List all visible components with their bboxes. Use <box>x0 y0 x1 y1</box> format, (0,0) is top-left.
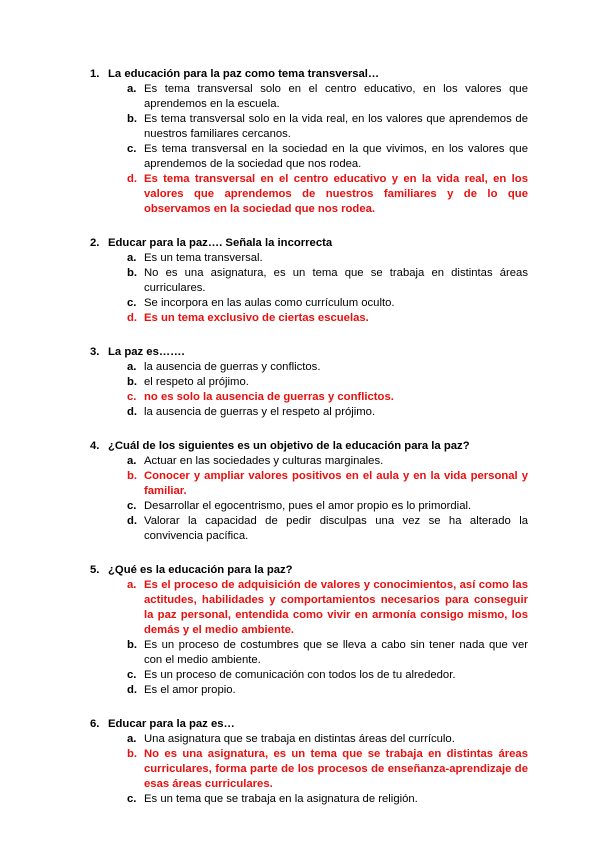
option-letter: d. <box>127 515 138 527</box>
option-d <box>127 683 528 698</box>
option-b <box>127 112 528 142</box>
option-text: No es una asignatura, es un tema que se trabaja en distintas áreas curriculares, forma parte de los procesos de enseñanza-aprendizaje de esas áreas curriculares. <box>144 748 528 790</box>
option-letter: b. <box>127 113 138 125</box>
option-text: el respeto al prójimo. <box>144 376 249 388</box>
question-header <box>90 563 528 578</box>
option-a <box>127 454 528 469</box>
option-text: Es un proceso de comunicación con todos los de tu alrededor. <box>144 669 456 681</box>
option-letter: b. <box>127 748 138 760</box>
question-number: 2. <box>90 237 100 249</box>
option-b-correct <box>127 469 528 499</box>
option-text: Es tema transversal solo en la vida real, en los valores que aprendemos de nuestros familiares cercanos. <box>144 113 528 140</box>
question-text: La educación para la paz como tema transversal… <box>108 68 380 80</box>
option-letter: a. <box>127 252 137 264</box>
option-text: Es un tema transversal. <box>144 252 263 264</box>
option-c <box>127 668 528 683</box>
option-letter: a. <box>127 455 137 467</box>
question-header <box>90 345 528 360</box>
option-text: Valorar la capacidad de pedir disculpas una vez se ha alterado la convivencia pacífica. <box>144 515 528 542</box>
option-letter: a. <box>127 83 137 95</box>
options-list <box>90 732 528 807</box>
option-letter: b. <box>127 470 138 482</box>
options-list <box>90 360 528 420</box>
option-letter: d. <box>127 173 138 185</box>
option-b <box>127 375 528 390</box>
option-letter: b. <box>127 267 138 279</box>
option-letter: c. <box>127 391 137 403</box>
option-a <box>127 82 528 112</box>
option-text: la ausencia de guerras y el respeto al prójimo. <box>144 406 376 418</box>
option-c <box>127 792 528 807</box>
option-letter: c. <box>127 669 137 681</box>
option-letter: c. <box>127 143 137 155</box>
option-text: Es tema transversal en el centro educativo y en la vida real, en los valores que aprendemos de nuestros familiares y de lo que observamos en la sociedad que nos rodea. <box>144 173 528 215</box>
question-number: 1. <box>90 68 100 80</box>
option-d <box>127 514 528 544</box>
question-5 <box>90 563 528 698</box>
option-b <box>127 266 528 296</box>
option-letter: b. <box>127 639 138 651</box>
option-a <box>127 360 528 375</box>
question-3 <box>90 345 528 420</box>
option-letter: b. <box>127 376 138 388</box>
question-6 <box>90 717 528 807</box>
option-a <box>127 732 528 747</box>
option-letter: a. <box>127 579 137 591</box>
question-header <box>90 67 528 82</box>
option-text: Se incorpora en las aulas como currículum oculto. <box>144 297 395 309</box>
option-d-correct <box>127 311 528 326</box>
option-text: Es un tema que se trabaja en la asignatura de religión. <box>144 793 418 805</box>
option-c <box>127 499 528 514</box>
option-text: Es el proceso de adquisición de valores y conocimientos, así como las actitudes, habilidades y comportamientos necesarios para conseguir la paz personal, entendida como vivir en armonía consigo mismo, los demás y el medio ambiente. <box>144 579 528 636</box>
option-letter: c. <box>127 500 137 512</box>
question-header <box>90 236 528 251</box>
option-text: Es un tema exclusivo de ciertas escuelas. <box>144 312 369 324</box>
option-letter: d. <box>127 312 138 324</box>
options-list <box>90 454 528 544</box>
question-number: 3. <box>90 346 100 358</box>
options-list <box>90 578 528 698</box>
question-4 <box>90 439 528 544</box>
option-d <box>127 405 528 420</box>
option-text: No es una asignatura, es un tema que se trabaja en distintas áreas curriculares. <box>144 267 528 294</box>
question-text: ¿Qué es la educación para la paz? <box>108 564 293 576</box>
option-letter: a. <box>127 361 137 373</box>
question-header <box>90 717 528 732</box>
option-c-correct <box>127 390 528 405</box>
option-d-correct <box>127 172 528 217</box>
option-text: Actuar en las sociedades y culturas marginales. <box>144 455 384 467</box>
option-text: Es tema transversal solo en el centro educativo, en los valores que aprendemos en la escuela. <box>144 83 528 110</box>
question-header <box>90 439 528 454</box>
option-text: Conocer y ampliar valores positivos en el aula y en la vida personal y familiar. <box>144 470 528 497</box>
option-text: Es tema transversal en la sociedad en la que vivimos, en los valores que aprendemos de la sociedad que nos rodea. <box>144 143 528 170</box>
question-text: Educar para la paz…. Señala la incorrecta <box>108 237 333 249</box>
option-b <box>127 638 528 668</box>
option-a <box>127 251 528 266</box>
options-list <box>90 82 528 217</box>
option-letter: d. <box>127 406 138 418</box>
option-c <box>127 296 528 311</box>
question-number: 6. <box>90 718 100 730</box>
question-text: Educar para la paz es… <box>108 718 235 730</box>
option-text: Es un proceso de costumbres que se lleva a cabo sin tener nada que ver con el medio ambiente. <box>144 639 528 666</box>
option-text: Una asignatura que se trabaja en distintas áreas del currículo. <box>144 733 455 745</box>
options-list <box>90 251 528 326</box>
option-text: no es solo la ausencia de guerras y conflictos. <box>144 391 394 403</box>
option-c <box>127 142 528 172</box>
option-text: Es el amor propio. <box>144 684 236 696</box>
question-text: ¿Cuál de los siguientes es un objetivo de la educación para la paz? <box>108 440 470 452</box>
question-2 <box>90 236 528 326</box>
option-text: la ausencia de guerras y conflictos. <box>144 361 321 373</box>
option-letter: a. <box>127 733 137 745</box>
question-number: 5. <box>90 564 100 576</box>
option-letter: c. <box>127 297 137 309</box>
option-b-correct <box>127 747 528 792</box>
question-1 <box>90 67 528 217</box>
question-text: La paz es……. <box>108 346 185 358</box>
question-number: 4. <box>90 440 100 452</box>
option-a-correct <box>127 578 528 638</box>
option-letter: c. <box>127 793 137 805</box>
option-text: Desarrollar el egocentrismo, pues el amor propio es lo primordial. <box>144 500 472 512</box>
option-letter: d. <box>127 684 138 696</box>
